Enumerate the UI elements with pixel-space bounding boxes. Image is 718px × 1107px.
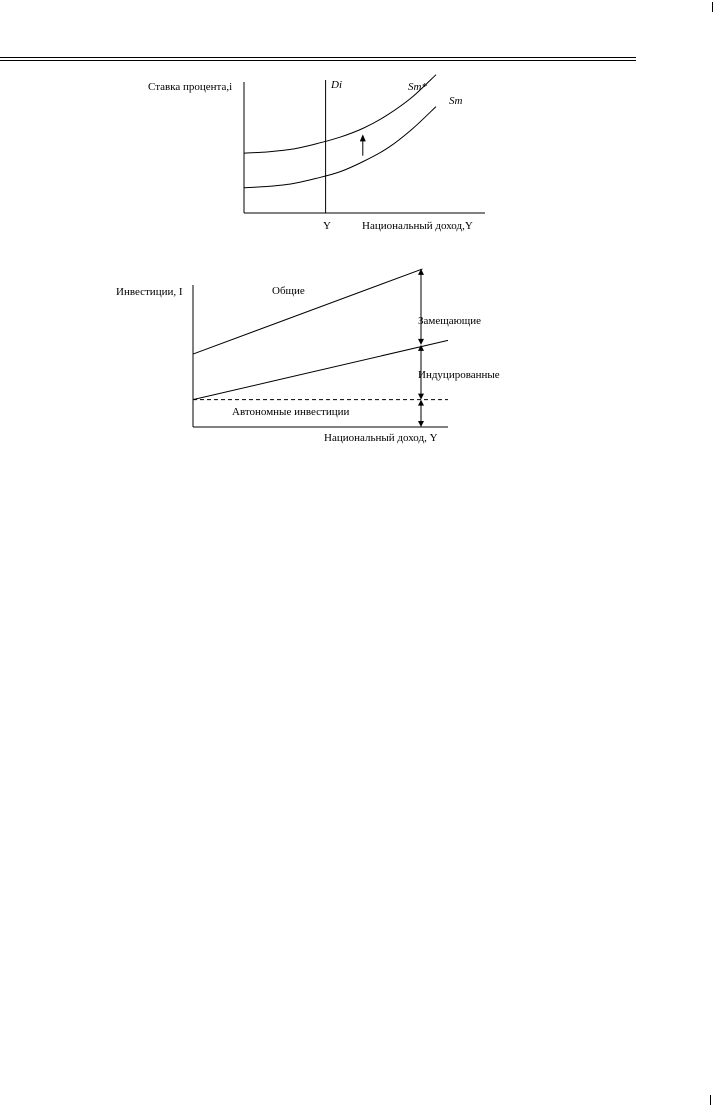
bracket-1-arrow-down — [418, 394, 424, 400]
bracket-0-arrow-down — [418, 339, 424, 345]
chart2-y-axis-label: Инвестиции, I — [116, 286, 183, 298]
series-autonomous-label: Автономные инвестиции — [232, 406, 350, 418]
series-total-line — [193, 269, 423, 354]
chart1-y-axis-label: Ставка процента,i — [148, 81, 233, 93]
series-sm-label: Sm — [449, 95, 463, 107]
series-sm-star-label: Sm* — [408, 81, 427, 93]
series-di-label: Di — [331, 79, 342, 91]
bracket-2-arrow-down — [418, 421, 424, 427]
bracket-induced-label: Индуцированные — [418, 369, 500, 381]
chart1-x-tick-label: Y — [323, 220, 331, 232]
chart1-x-axis-label: Национальный доход,Y — [362, 220, 473, 232]
bracket-2-arrow-up — [418, 400, 424, 406]
bracket-replacement-label: Замещающие — [418, 315, 482, 327]
chart2-x-axis-label: Национальный доход, Y — [324, 432, 438, 444]
bracket-group — [418, 269, 424, 427]
series-total-label: Общие — [272, 285, 305, 297]
series-induced-line — [193, 340, 448, 399]
